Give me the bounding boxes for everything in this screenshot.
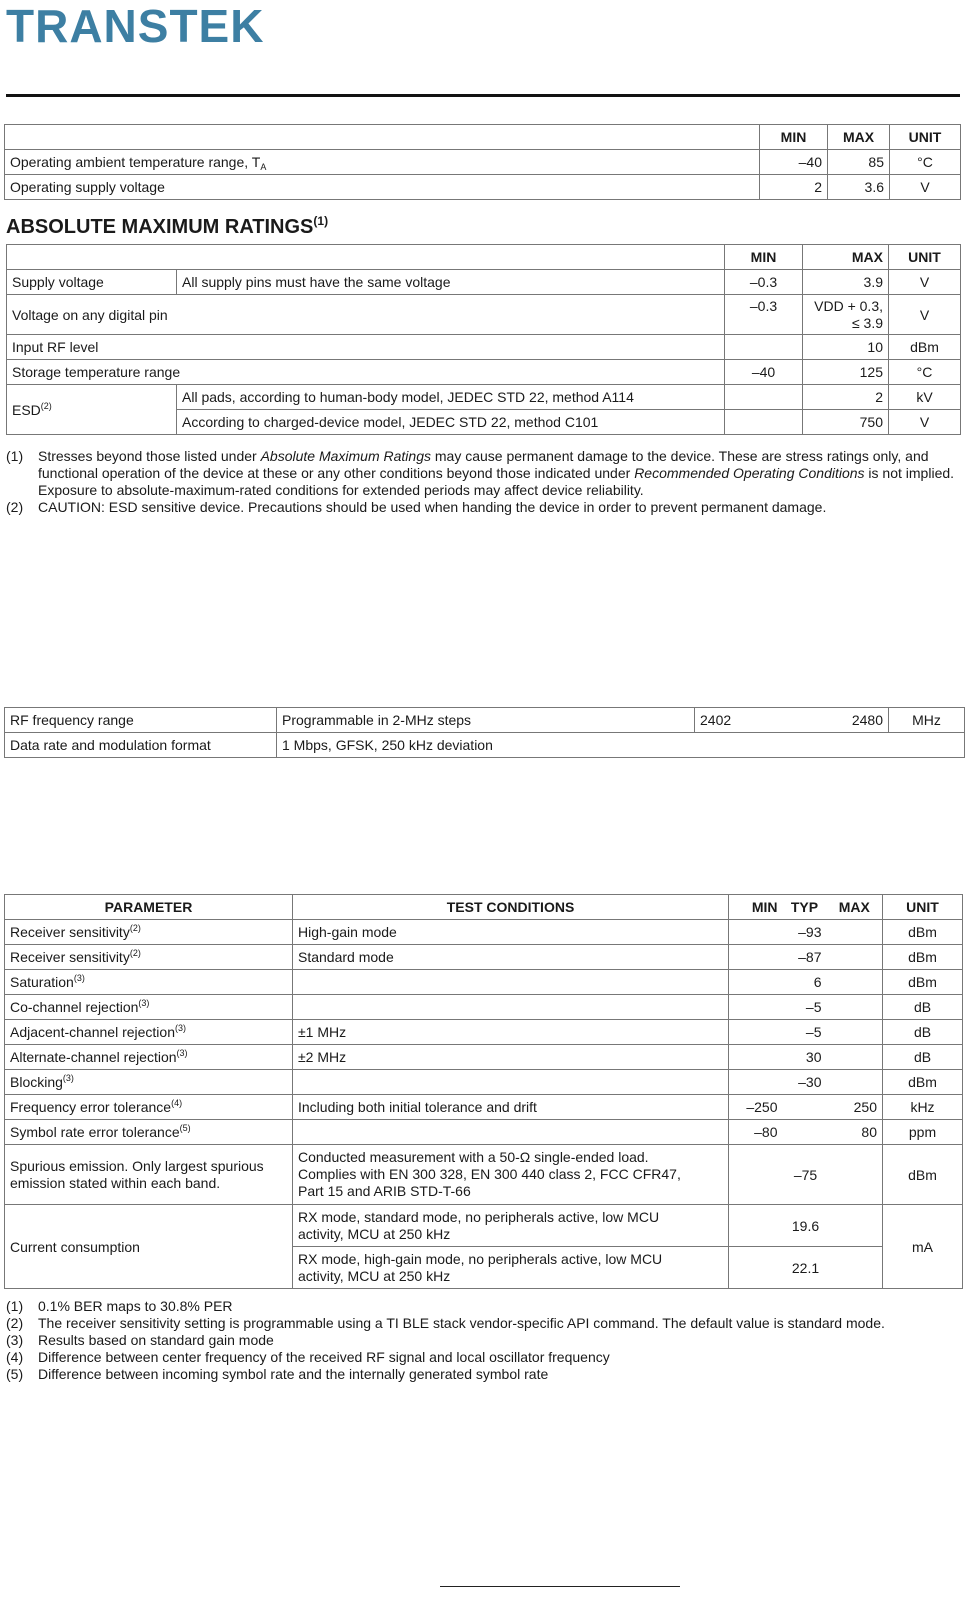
param-cell: Frequency error tolerance$^{(4)}$ — [5, 1095, 293, 1120]
param-cell: Storage temperature range — [7, 360, 725, 385]
table-row — [5, 995, 963, 1020]
min-cell: –40 — [760, 150, 828, 175]
unit-cell: kV — [889, 385, 961, 410]
typ-cell: –93 — [783, 920, 827, 945]
table-row — [5, 175, 961, 200]
max-cell — [827, 995, 883, 1020]
header-rule — [6, 94, 960, 97]
recommended-operating-table — [4, 124, 961, 200]
min-cell: –40 — [725, 360, 803, 385]
table-row — [5, 1045, 963, 1070]
unit-cell: dB — [883, 1020, 963, 1045]
footer-rule — [440, 1586, 680, 1587]
col-header-min: MIN — [729, 895, 783, 920]
cond-cell: 1 Mbps, GFSK, 250 kHz deviation — [277, 733, 965, 758]
cond-cell: Conducted measurement with a 50-Ω single-ended load. Complies with EN 300 328, EN 300 440 class 2, FCC CFR47, Part 15 and ARIB STD-T-66 — [293, 1145, 729, 1205]
table-row — [7, 385, 961, 410]
table-row — [5, 920, 963, 945]
max-cell: 3.6 — [828, 175, 890, 200]
col-header-max: MAX — [803, 245, 889, 270]
param-cell: Input RF level — [7, 335, 725, 360]
table-row — [5, 970, 963, 995]
max-cell: 250 — [827, 1095, 883, 1120]
col-header-typ: TYP — [783, 895, 827, 920]
param-cell: Supply voltage — [7, 270, 177, 295]
max-cell: 750 — [803, 410, 889, 435]
unit-cell: V — [889, 270, 961, 295]
unit-cell: dBm — [883, 970, 963, 995]
min-cell — [729, 970, 783, 995]
table-header-row — [5, 895, 963, 920]
logo-text: TRANSTEK — [6, 4, 265, 48]
cond-cell — [293, 995, 729, 1020]
min-cell — [725, 410, 803, 435]
param-cell: ESD$^{(2)}$ — [7, 385, 177, 435]
col-header-max: MAX — [828, 125, 890, 150]
table-row — [7, 360, 961, 385]
cond-cell: All pads, according to human-body model, JEDEC STD 22, method A114 — [177, 385, 725, 410]
param-cell: Receiver sensitivity$^{(2)}$ — [5, 920, 293, 945]
rf-general-table — [4, 707, 965, 758]
col-header-min: MIN — [760, 125, 828, 150]
param-cell: Co-channel rejection$^{(3)}$ — [5, 995, 293, 1020]
unit-cell: mA — [883, 1205, 963, 1289]
unit-cell: dBm — [883, 945, 963, 970]
receive-footnotes — [6, 1298, 956, 1383]
typ-cell: 6 — [783, 970, 827, 995]
cond-cell — [293, 1070, 729, 1095]
max-cell — [827, 1020, 883, 1045]
typ-cell: –5 — [783, 1020, 827, 1045]
max-cell: 10 — [803, 335, 889, 360]
max-cell: 125 — [803, 360, 889, 385]
unit-cell: MHz — [889, 708, 965, 733]
min-cell — [729, 945, 783, 970]
abs-max-title: ABSOLUTE MAXIMUM RATINGS$^{(1)}$ — [6, 214, 329, 238]
cond-cell: RX mode, standard mode, no peripherals active, low MCU activity, MCU at 250 kHz — [293, 1205, 729, 1247]
table-row — [5, 1095, 963, 1120]
cond-cell — [293, 1120, 729, 1145]
unit-cell: dBm — [889, 335, 961, 360]
table-row — [5, 733, 965, 758]
footnote: (2) The receiver sensitivity setting is programmable using a TI BLE stack vendor-specific API command. The default value is standard mode. — [6, 1315, 885, 1331]
typ-cell: 30 — [783, 1045, 827, 1070]
cond-cell: RX mode, high-gain mode, no peripherals active, low MCU activity, MCU at 250 kHz — [293, 1247, 729, 1289]
col-header-min: MIN — [725, 245, 803, 270]
abs-max-footnotes — [6, 448, 956, 516]
typ-cell — [783, 1120, 827, 1145]
col-header-max: MAX — [827, 895, 883, 920]
unit-cell: kHz — [883, 1095, 963, 1120]
unit-cell: dB — [883, 1045, 963, 1070]
col-header-test-conditions: TEST CONDITIONS — [293, 895, 729, 920]
col-header-unit: UNIT — [889, 245, 961, 270]
cond-cell: ±2 MHz — [293, 1045, 729, 1070]
unit-cell: dB — [883, 995, 963, 1020]
min-cell: 2 — [760, 175, 828, 200]
cond-cell: All supply pins must have the same voltage — [177, 270, 725, 295]
max-cell — [827, 945, 883, 970]
col-header-parameter: PARAMETER — [5, 895, 293, 920]
min-cell: –0.3 — [725, 270, 803, 295]
typ-cell — [783, 1095, 827, 1120]
table-row-spurious — [5, 1145, 963, 1205]
min-cell — [729, 1045, 783, 1070]
param-cell: Operating ambient temperature range, $T_A$ — [5, 150, 760, 175]
table-row — [5, 708, 965, 733]
max-cell — [827, 1070, 883, 1095]
cond-cell: High-gain mode — [293, 920, 729, 945]
cond-cell: Including both initial tolerance and drift — [293, 1095, 729, 1120]
typ-cell: –5 — [783, 995, 827, 1020]
col-header-unit: UNIT — [883, 895, 963, 920]
param-cell: Alternate-channel rejection$^{(3)}$ — [5, 1045, 293, 1070]
footnote: (3) Results based on standard gain mode — [6, 1332, 274, 1348]
param-cell: Current consumption — [5, 1205, 293, 1289]
table-row — [5, 150, 961, 175]
param-cell: Operating supply voltage — [5, 175, 760, 200]
table-row — [7, 270, 961, 295]
cond-cell: According to charged-device model, JEDEC STD 22, method C101 — [177, 410, 725, 435]
min-cell: –0.3 — [725, 295, 803, 335]
min-cell — [729, 1020, 783, 1045]
table-row — [7, 335, 961, 360]
min-cell: 2402 — [695, 708, 795, 733]
min-cell — [729, 995, 783, 1020]
unit-cell: °C — [889, 360, 961, 385]
max-cell: 80 — [827, 1120, 883, 1145]
typ-cell: –30 — [783, 1070, 827, 1095]
max-cell — [827, 920, 883, 945]
footnote: (2) CAUTION: ESD sensitive device. Precautions should be used when handing the device in order to prevent permanent damage. — [6, 499, 827, 515]
param-cell: Blocking$^{(3)}$ — [5, 1070, 293, 1095]
min-cell: –250 — [729, 1095, 783, 1120]
typ-cell: –87 — [783, 945, 827, 970]
typ-cell: 22.1 — [729, 1247, 883, 1289]
footnote: (1) Stresses beyond those listed under Absolute Maximum Ratings may cause permanent damage to the device. These are stress ratings only, and functional operation of the device at these or any other conditions beyond those indicated under Recommended Operating Conditions is not implied. Exposure to absolute-maximum-rated conditions for extended periods may affect device reliability. — [6, 448, 955, 498]
min-cell: –80 — [729, 1120, 783, 1145]
param-cell: Voltage on any digital pin — [7, 295, 725, 335]
unit-cell: ppm — [883, 1120, 963, 1145]
max-cell — [827, 970, 883, 995]
empty-header-cell — [5, 125, 760, 150]
min-cell — [725, 335, 803, 360]
unit-cell: dBm — [883, 1145, 963, 1205]
typ-cell: –75 — [729, 1145, 883, 1205]
max-cell — [827, 1045, 883, 1070]
param-cell: Spurious emission. Only largest spurious emission stated within each band. — [5, 1145, 293, 1205]
max-cell: VDD + 0.3, ≤ 3.9 — [803, 295, 889, 335]
typ-cell: 19.6 — [729, 1205, 883, 1247]
unit-cell: V — [889, 295, 961, 335]
abs-max-table — [6, 244, 961, 435]
table-header-row — [5, 125, 961, 150]
table-row — [5, 1070, 963, 1095]
max-cell: 85 — [828, 150, 890, 175]
param-cell: Saturation$^{(3)}$ — [5, 970, 293, 995]
param-cell: Data rate and modulation format — [5, 733, 277, 758]
table-row — [5, 1020, 963, 1045]
min-cell — [725, 385, 803, 410]
max-cell: 2 — [803, 385, 889, 410]
cond-cell: Programmable in 2-MHz steps — [277, 708, 695, 733]
param-cell: Adjacent-channel rejection$^{(3)}$ — [5, 1020, 293, 1045]
footnote: (1) 0.1% BER maps to 30.8% PER — [6, 1298, 233, 1314]
param-cell: Receiver sensitivity$^{(2)}$ — [5, 945, 293, 970]
table-row — [5, 1120, 963, 1145]
table-row-current — [5, 1205, 963, 1247]
param-cell: Symbol rate error tolerance$^{(5)}$ — [5, 1120, 293, 1145]
cond-cell: ±1 MHz — [293, 1020, 729, 1045]
unit-cell: °C — [890, 150, 961, 175]
table-header-row — [7, 245, 961, 270]
table-row — [7, 295, 961, 335]
transtek-logo — [6, 4, 282, 48]
unit-cell: dBm — [883, 920, 963, 945]
empty-header-cell — [7, 245, 725, 270]
unit-cell: V — [890, 175, 961, 200]
footnote: (5) Difference between incoming symbol rate and the internally generated symbol rate — [6, 1366, 549, 1382]
param-cell: RF frequency range — [5, 708, 277, 733]
min-cell — [729, 1070, 783, 1095]
footnote: (4) Difference between center frequency of the received RF signal and local oscillator frequency — [6, 1349, 610, 1365]
max-cell: 2480 — [795, 708, 889, 733]
min-cell — [729, 920, 783, 945]
max-cell: 3.9 — [803, 270, 889, 295]
col-header-unit: UNIT — [890, 125, 961, 150]
table-row — [5, 945, 963, 970]
receive-table — [4, 894, 963, 1289]
unit-cell: V — [889, 410, 961, 435]
cond-cell — [293, 970, 729, 995]
cond-cell: Standard mode — [293, 945, 729, 970]
unit-cell: dBm — [883, 1070, 963, 1095]
